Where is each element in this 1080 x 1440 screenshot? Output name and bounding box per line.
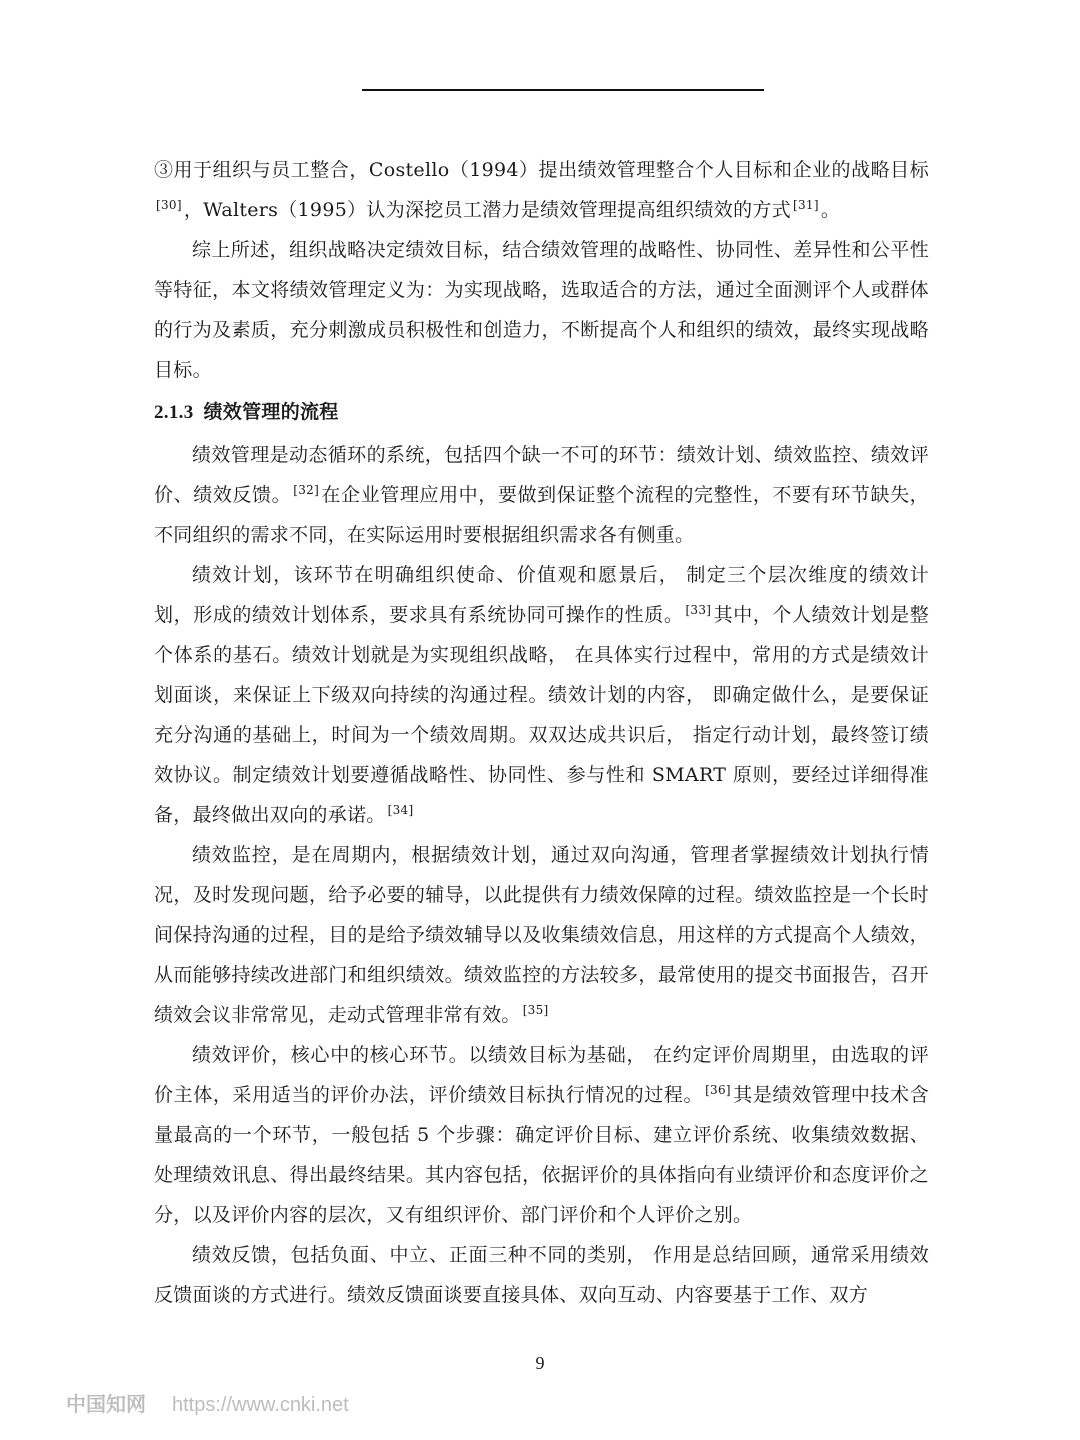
- paragraph-5-text-a: 绩效监控，是在周期内，根据绩效计划，通过双向沟通，管理者掌握绩效计划执行情况，及时发现问题，给予必要的辅导，以此提供有力绩效保障的过程。绩效监控是一个长时间保持沟通的过程，目的是给予绩效辅导以及收集绩效信息，用这样的方式提高个人绩效，从而能够持续改进部门和组织绩效。绩效监控的方法较多，最常使用的提交书面报告，召开绩效会议非常常见，走动式管理非常有效。: [154, 844, 929, 1026]
- paragraph-4-text-a: 绩效计划，该环节在明确组织使命、价值观和愿景后， 制定三个层次维度的绩效计划，形成的绩效计划体系，要求具有系统协同可操作的性质。: [154, 564, 929, 626]
- paragraph-4: [154, 555, 929, 835]
- paragraph-2: 综上所述，组织战略决定绩效目标，结合绩效管理的战略性、协同性、差异性和公平性等特征，本文将绩效管理定义为：为实现战略，选取适合的方法，通过全面测评个人或群体的行为及素质，充分刺激成员积极性和创造力，不断提高个人和组织的绩效，最终实现战略目标。: [154, 239, 929, 381]
- page-number: 9: [535, 1353, 545, 1373]
- paragraph-1: [154, 150, 929, 230]
- section-title: 绩效管理的流程: [203, 401, 339, 423]
- citation-31: [31]: [793, 197, 819, 212]
- paragraph-3-text-a: 绩效管理是动态循环的系统，包括四个缺一不可的环节：绩效计划、绩效监控、绩效评价、绩效反馈。: [154, 444, 929, 506]
- paragraph-6-text-a: 绩效评价，核心中的核心环节。以绩效目标为基础， 在约定评价周期里，由选取的评价主体，采用适当的评价办法，评价绩效目标执行情况的过程。: [154, 1044, 929, 1106]
- citation-36: [36]: [705, 1082, 731, 1097]
- cnki-watermark: [66, 1388, 349, 1417]
- citation-30: [30]: [156, 197, 182, 212]
- paragraph-6-text-b: 其是绩效管理中技术含量最高的一个环节，一般包括 5 个步骤：确定评价目标、建立评价系统、收集绩效数据、处理绩效讯息、得出最终结果。其内容包括，依据评价的具体指向有业绩评价和态度评价之分，以及评价内容的层次，又有组织评价、部门评价和个人评价之别。: [154, 1084, 929, 1226]
- citation-34: [34]: [387, 802, 414, 817]
- watermark-url: https://www.cnki.net: [172, 1394, 349, 1416]
- paragraph-6: [154, 1035, 929, 1235]
- paragraph-3-text-b: 在企业管理应用中，要做到保证整个流程的完整性，不要有环节缺失，不同组织的需求不同，在实际运用时要根据组织需求各有侧重。: [154, 484, 929, 546]
- paragraph-3: [154, 435, 929, 555]
- paragraph-1-text-a: ③用于组织与员工整合，Costello（1994）提出绩效管理整合个人目标和企业的战略目标: [154, 159, 929, 181]
- paragraph-1-text-b: ，Walters（1995）认为深挖员工潜力是绩效管理提高组织绩效的方式: [183, 199, 791, 221]
- paragraph-1-text-c: 。: [820, 199, 841, 221]
- section-number: 2.1.3: [154, 402, 194, 423]
- watermark-brand: 中国知网: [66, 1392, 146, 1416]
- citation-35: [35]: [522, 1002, 549, 1017]
- header-rule: [362, 89, 764, 91]
- paragraph-5: [154, 835, 929, 1035]
- section-heading: [154, 390, 929, 435]
- document-body: [154, 150, 929, 1315]
- paragraph-4-text-b: 其中，个人绩效计划是整个体系的基石。绩效计划就是为实现组织战略， 在具体实行过程中，常用的方式是绩效计划面谈，来保证上下级双向持续的沟通过程。绩效计划的内容， 即确定做什么，是要保证充分沟通的基础上，时间为一个绩效周期。双双达成共识后， 指定行动计划，最终签订绩效协议。制定绩效计划要遵循战略性、协同性、参与性和 SMART 原则，要经过详细得准备，最终做出双向的承诺。: [154, 604, 929, 826]
- citation-33: [33]: [685, 602, 712, 617]
- citation-32: [32]: [293, 482, 320, 497]
- paragraph-7: 绩效反馈，包括负面、中立、正面三种不同的类别， 作用是总结回顾，通常采用绩效反馈面谈的方式进行。绩效反馈面谈要直接具体、双向互动、内容要基于工作、双方: [154, 1244, 929, 1306]
